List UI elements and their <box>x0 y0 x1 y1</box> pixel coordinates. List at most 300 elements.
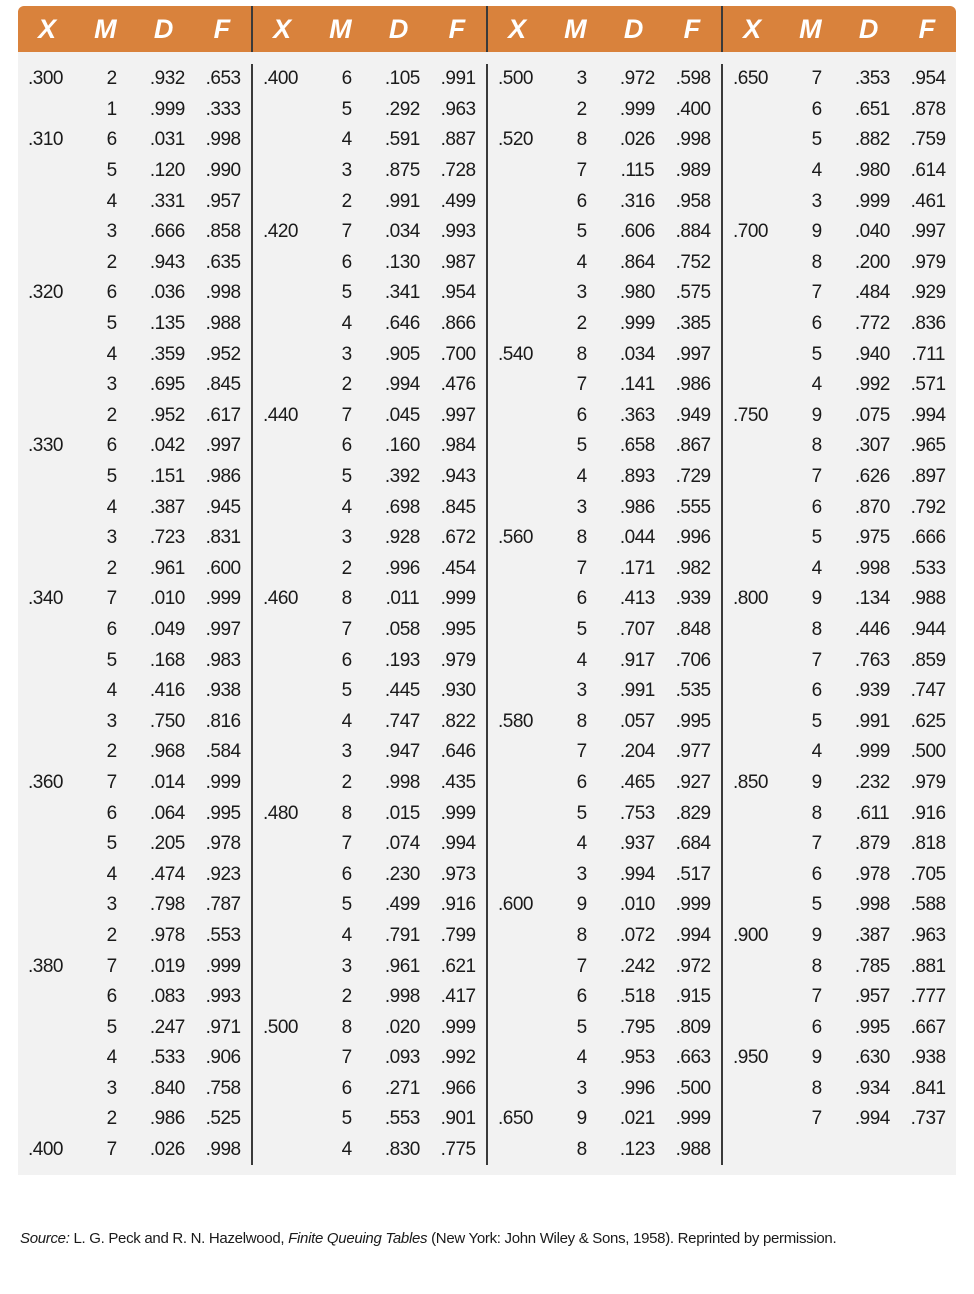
cell-f: .997 <box>910 221 946 243</box>
cell-f: .525 <box>205 1108 241 1130</box>
cell-m: 3 <box>341 160 352 182</box>
cell-f: .878 <box>910 98 946 120</box>
table-row <box>723 401 956 432</box>
cell-f: .989 <box>675 160 711 182</box>
cell-m: 5 <box>341 466 352 488</box>
table-row <box>488 829 721 860</box>
table-row <box>253 1104 486 1135</box>
cell-m: 8 <box>811 435 822 457</box>
cell-x: .650 <box>498 1108 533 1130</box>
cell-x: .320 <box>28 282 63 304</box>
cell-x: .340 <box>28 588 63 610</box>
cell-d: .093 <box>384 1047 420 1069</box>
cell-f: .995 <box>675 710 711 732</box>
cell-f: .617 <box>205 404 241 426</box>
cell-x: .850 <box>733 771 768 793</box>
cell-m: 6 <box>576 588 587 610</box>
cell-d: .518 <box>619 986 655 1008</box>
cell-d: .991 <box>384 190 420 212</box>
cell-m: 6 <box>106 282 117 304</box>
cell-f: .999 <box>675 1108 711 1130</box>
table-row <box>18 186 251 217</box>
table-row <box>253 706 486 737</box>
table-row <box>723 248 956 279</box>
cell-d: .666 <box>149 221 185 243</box>
cell-m: 7 <box>811 833 822 855</box>
cell-m: 7 <box>811 68 822 90</box>
cell-f: .973 <box>440 863 476 885</box>
cell-f: .737 <box>910 1108 946 1130</box>
cell-m: 6 <box>341 863 352 885</box>
cell-f: .949 <box>675 404 711 426</box>
cell-d: .036 <box>149 282 185 304</box>
cell-d: .011 <box>385 588 420 610</box>
cell-d: .917 <box>619 649 655 671</box>
table-row <box>723 492 956 523</box>
cell-f: .999 <box>205 771 241 793</box>
cell-m: 9 <box>576 894 587 916</box>
cell-f: .958 <box>675 190 711 212</box>
cell-x: .380 <box>28 955 63 977</box>
cell-x: .500 <box>498 68 533 90</box>
cell-d: .115 <box>620 160 655 182</box>
cell-m: 7 <box>106 1139 117 1161</box>
cell-f: .653 <box>205 68 241 90</box>
cell-f: .972 <box>675 955 711 977</box>
cell-m: 3 <box>576 863 587 885</box>
cell-m: 2 <box>341 374 352 396</box>
cell-d: .928 <box>384 527 420 549</box>
cell-d: .042 <box>149 435 185 457</box>
cell-f: .986 <box>675 374 711 396</box>
table-row <box>723 339 956 370</box>
cell-d: .130 <box>384 251 420 273</box>
column-header-m: M <box>564 14 587 44</box>
cell-f: .385 <box>675 313 711 335</box>
cell-m: 8 <box>811 955 822 977</box>
cell-m: 4 <box>811 374 822 396</box>
cell-m: 5 <box>576 435 587 457</box>
cell-x: .500 <box>263 1016 298 1038</box>
table-row <box>18 217 251 248</box>
table-row <box>18 982 251 1013</box>
cell-m: 6 <box>811 680 822 702</box>
cell-f: .999 <box>205 955 241 977</box>
cell-x: .800 <box>733 588 768 610</box>
cell-d: .991 <box>619 680 655 702</box>
cell-d: .996 <box>619 1077 655 1099</box>
table-row <box>18 431 251 462</box>
cell-d: .905 <box>384 343 420 365</box>
table-row <box>488 1074 721 1105</box>
cell-d: .072 <box>619 924 655 946</box>
cell-x: .950 <box>733 1047 768 1069</box>
table-row <box>18 248 251 279</box>
table-row <box>723 1043 956 1074</box>
cell-f: .517 <box>675 863 711 885</box>
column-header-d: D <box>388 14 409 44</box>
table-row <box>488 401 721 432</box>
cell-d: .961 <box>149 557 185 579</box>
table-row <box>488 125 721 156</box>
cell-x: .420 <box>263 221 298 243</box>
table-row <box>488 554 721 585</box>
table-row <box>488 64 721 95</box>
table-row <box>488 339 721 370</box>
cell-f: .915 <box>675 986 711 1008</box>
cell-d: .630 <box>854 1047 890 1069</box>
cell-f: .979 <box>440 649 476 671</box>
cell-f: .997 <box>205 618 241 640</box>
cell-d: .999 <box>619 98 655 120</box>
table-row <box>488 645 721 676</box>
cell-m: 7 <box>576 557 587 579</box>
table-row <box>488 859 721 890</box>
cell-m: 6 <box>341 435 352 457</box>
cell-d: .999 <box>619 313 655 335</box>
cell-f: .992 <box>440 1047 476 1069</box>
header-block <box>251 6 486 52</box>
cell-m: 5 <box>811 343 822 365</box>
cell-m: 2 <box>341 986 352 1008</box>
cell-d: .484 <box>854 282 890 304</box>
cell-m: 4 <box>106 190 117 212</box>
table-row <box>723 737 956 768</box>
cell-d: .123 <box>619 1139 655 1161</box>
table-row <box>723 95 956 126</box>
cell-f: .400 <box>675 98 711 120</box>
cell-m: 5 <box>341 894 352 916</box>
cell-f: .997 <box>205 435 241 457</box>
cell-d: .753 <box>619 802 655 824</box>
cell-f: .998 <box>205 282 241 304</box>
cell-d: .120 <box>149 160 185 182</box>
column-header-d: D <box>858 14 879 44</box>
cell-f: .977 <box>675 741 711 763</box>
table-row <box>723 890 956 921</box>
cell-f: .999 <box>205 588 241 610</box>
cell-d: .058 <box>384 618 420 640</box>
table-row <box>723 125 956 156</box>
cell-m: 2 <box>106 404 117 426</box>
cell-f: .799 <box>440 924 476 946</box>
table-row <box>488 1135 721 1166</box>
table-block <box>18 64 251 1165</box>
table-row <box>18 706 251 737</box>
cell-d: .932 <box>149 68 185 90</box>
table-row <box>18 1074 251 1105</box>
source-book-title: Finite Queuing Tables <box>288 1230 428 1247</box>
source-note <box>20 1230 836 1247</box>
cell-f: .952 <box>205 343 241 365</box>
table-row <box>723 462 956 493</box>
table-row <box>18 676 251 707</box>
cell-x: .460 <box>263 588 298 610</box>
cell-f: .982 <box>675 557 711 579</box>
cell-m: 7 <box>106 771 117 793</box>
cell-f: .858 <box>205 221 241 243</box>
column-header-m: M <box>94 14 117 44</box>
cell-m: 5 <box>576 618 587 640</box>
cell-m: 5 <box>106 313 117 335</box>
cell-x: .560 <box>498 527 533 549</box>
cell-d: .986 <box>149 1108 185 1130</box>
cell-f: .938 <box>205 680 241 702</box>
cell-m: 2 <box>106 924 117 946</box>
cell-f: .995 <box>205 802 241 824</box>
table-row <box>18 1043 251 1074</box>
column-header-f: F <box>683 14 701 44</box>
table-row <box>18 615 251 646</box>
cell-f: .553 <box>205 924 241 946</box>
cell-f: .700 <box>440 343 476 365</box>
cell-d: .307 <box>854 435 890 457</box>
table-row <box>18 339 251 370</box>
cell-m: 6 <box>106 435 117 457</box>
cell-m: 4 <box>341 496 352 518</box>
cell-x: .330 <box>28 435 63 457</box>
cell-f: .500 <box>675 1077 711 1099</box>
cell-f: .836 <box>910 313 946 335</box>
table-row <box>253 859 486 890</box>
cell-m: 4 <box>106 1047 117 1069</box>
cell-m: 4 <box>341 710 352 732</box>
cell-f: .684 <box>675 833 711 855</box>
cell-d: .763 <box>854 649 890 671</box>
cell-f: .986 <box>205 466 241 488</box>
cell-m: 4 <box>341 129 352 151</box>
cell-f: .930 <box>440 680 476 702</box>
cell-m: 5 <box>106 833 117 855</box>
cell-d: .141 <box>619 374 655 396</box>
table-row <box>253 523 486 554</box>
cell-f: .666 <box>910 527 946 549</box>
cell-x: .580 <box>498 710 533 732</box>
cell-m: 8 <box>576 129 587 151</box>
cell-d: .010 <box>149 588 185 610</box>
cell-f: .866 <box>440 313 476 335</box>
cell-d: .168 <box>149 649 185 671</box>
cell-m: 2 <box>341 557 352 579</box>
cell-m: 6 <box>811 313 822 335</box>
cell-d: .991 <box>854 710 890 732</box>
cell-m: 8 <box>341 588 352 610</box>
cell-d: .171 <box>619 557 655 579</box>
cell-d: .205 <box>149 833 185 855</box>
cell-d: .879 <box>854 833 890 855</box>
cell-d: .972 <box>619 68 655 90</box>
table-row <box>723 982 956 1013</box>
table-row <box>488 186 721 217</box>
cell-f: .635 <box>205 251 241 273</box>
source-label: Source: <box>20 1230 70 1247</box>
cell-d: .413 <box>619 588 655 610</box>
cell-f: .954 <box>910 68 946 90</box>
cell-f: .957 <box>205 190 241 212</box>
table-row <box>488 1012 721 1043</box>
cell-m: 7 <box>341 221 352 243</box>
cell-f: .435 <box>440 771 476 793</box>
cell-f: .954 <box>440 282 476 304</box>
cell-f: .625 <box>910 710 946 732</box>
table-row <box>253 370 486 401</box>
cell-f: .987 <box>440 251 476 273</box>
cell-m: 5 <box>811 710 822 732</box>
table-row <box>253 676 486 707</box>
cell-d: .045 <box>384 404 420 426</box>
cell-x: .480 <box>263 802 298 824</box>
cell-d: .044 <box>619 527 655 549</box>
table-row <box>253 1012 486 1043</box>
cell-m: 8 <box>576 924 587 946</box>
cell-x: .300 <box>28 68 63 90</box>
cell-f: .998 <box>675 129 711 151</box>
cell-d: .870 <box>854 496 890 518</box>
cell-m: 3 <box>576 282 587 304</box>
cell-f: .600 <box>205 557 241 579</box>
cell-f: .711 <box>911 343 945 365</box>
cell-d: .271 <box>384 1077 420 1099</box>
cell-m: 4 <box>106 680 117 702</box>
cell-f: .461 <box>910 190 946 212</box>
table-row <box>18 523 251 554</box>
cell-x: .650 <box>733 68 768 90</box>
cell-m: 9 <box>811 221 822 243</box>
table-row <box>253 829 486 860</box>
table-row <box>488 737 721 768</box>
cell-f: .897 <box>910 466 946 488</box>
table-row <box>18 554 251 585</box>
cell-d: .533 <box>149 1047 185 1069</box>
table-block <box>251 64 486 1165</box>
column-header-f: F <box>918 14 936 44</box>
cell-m: 9 <box>811 588 822 610</box>
cell-m: 3 <box>106 894 117 916</box>
cell-m: 6 <box>341 68 352 90</box>
cell-d: .893 <box>619 466 655 488</box>
cell-d: .026 <box>149 1139 185 1161</box>
cell-f: .916 <box>910 802 946 824</box>
cell-d: .010 <box>619 894 655 916</box>
cell-d: .798 <box>149 894 185 916</box>
table-row <box>253 584 486 615</box>
cell-m: 1 <box>106 98 117 120</box>
table-row <box>18 829 251 860</box>
cell-d: .840 <box>149 1077 185 1099</box>
cell-f: .988 <box>205 313 241 335</box>
table-row <box>18 309 251 340</box>
table-row <box>253 951 486 982</box>
cell-d: .940 <box>854 343 890 365</box>
queuing-table <box>18 6 956 1175</box>
cell-f: .621 <box>440 955 476 977</box>
cell-d: .363 <box>619 404 655 426</box>
cell-f: .991 <box>440 68 476 90</box>
cell-f: .759 <box>910 129 946 151</box>
cell-f: .646 <box>440 741 476 763</box>
cell-d: .934 <box>854 1077 890 1099</box>
cell-d: .193 <box>384 649 420 671</box>
table-row <box>488 462 721 493</box>
table-row <box>18 64 251 95</box>
cell-f: .994 <box>910 404 946 426</box>
cell-m: 5 <box>576 802 587 824</box>
cell-m: 9 <box>811 771 822 793</box>
cell-d: .992 <box>854 374 890 396</box>
table-row <box>253 492 486 523</box>
table-row <box>253 462 486 493</box>
table-row <box>723 584 956 615</box>
table-row <box>18 951 251 982</box>
cell-m: 6 <box>106 986 117 1008</box>
cell-d: .695 <box>149 374 185 396</box>
cell-d: .020 <box>384 1016 420 1038</box>
cell-d: .232 <box>854 771 890 793</box>
cell-f: .988 <box>675 1139 711 1161</box>
cell-d: .135 <box>149 313 185 335</box>
table-row <box>723 217 956 248</box>
cell-m: 3 <box>811 190 822 212</box>
table-row <box>253 95 486 126</box>
table-row <box>723 64 956 95</box>
table-row <box>488 431 721 462</box>
cell-f: .333 <box>205 98 241 120</box>
table-row <box>253 339 486 370</box>
table-row <box>488 798 721 829</box>
cell-d: .015 <box>384 802 420 824</box>
cell-m: 7 <box>341 618 352 640</box>
table-row <box>253 615 486 646</box>
table-row <box>723 370 956 401</box>
cell-d: .994 <box>384 374 420 396</box>
table-row <box>18 768 251 799</box>
table-row <box>18 584 251 615</box>
cell-f: .476 <box>440 374 476 396</box>
table-row <box>488 523 721 554</box>
cell-x: .540 <box>498 343 533 365</box>
cell-m: 4 <box>811 557 822 579</box>
cell-f: .747 <box>910 680 946 702</box>
cell-m: 9 <box>811 1047 822 1069</box>
cell-x: .900 <box>733 924 768 946</box>
cell-f: .994 <box>440 833 476 855</box>
table-row <box>253 1135 486 1166</box>
table-row <box>18 921 251 952</box>
cell-f: .997 <box>440 404 476 426</box>
cell-f: .998 <box>205 1139 241 1161</box>
cell-d: .939 <box>854 680 890 702</box>
table-row <box>723 1074 956 1105</box>
cell-m: 7 <box>341 404 352 426</box>
table-row <box>253 798 486 829</box>
cell-d: .392 <box>384 466 420 488</box>
cell-m: 4 <box>106 496 117 518</box>
cell-f: .979 <box>910 771 946 793</box>
cell-m: 3 <box>576 680 587 702</box>
cell-d: .952 <box>149 404 185 426</box>
cell-d: .747 <box>384 710 420 732</box>
cell-m: 3 <box>576 1077 587 1099</box>
column-header-x: X <box>508 14 527 44</box>
cell-m: 5 <box>341 680 352 702</box>
cell-m: 8 <box>811 618 822 640</box>
cell-d: .242 <box>619 955 655 977</box>
cell-d: .064 <box>149 802 185 824</box>
cell-d: .998 <box>384 771 420 793</box>
cell-d: .230 <box>384 863 420 885</box>
cell-m: 7 <box>811 986 822 1008</box>
table-block <box>486 64 721 1165</box>
